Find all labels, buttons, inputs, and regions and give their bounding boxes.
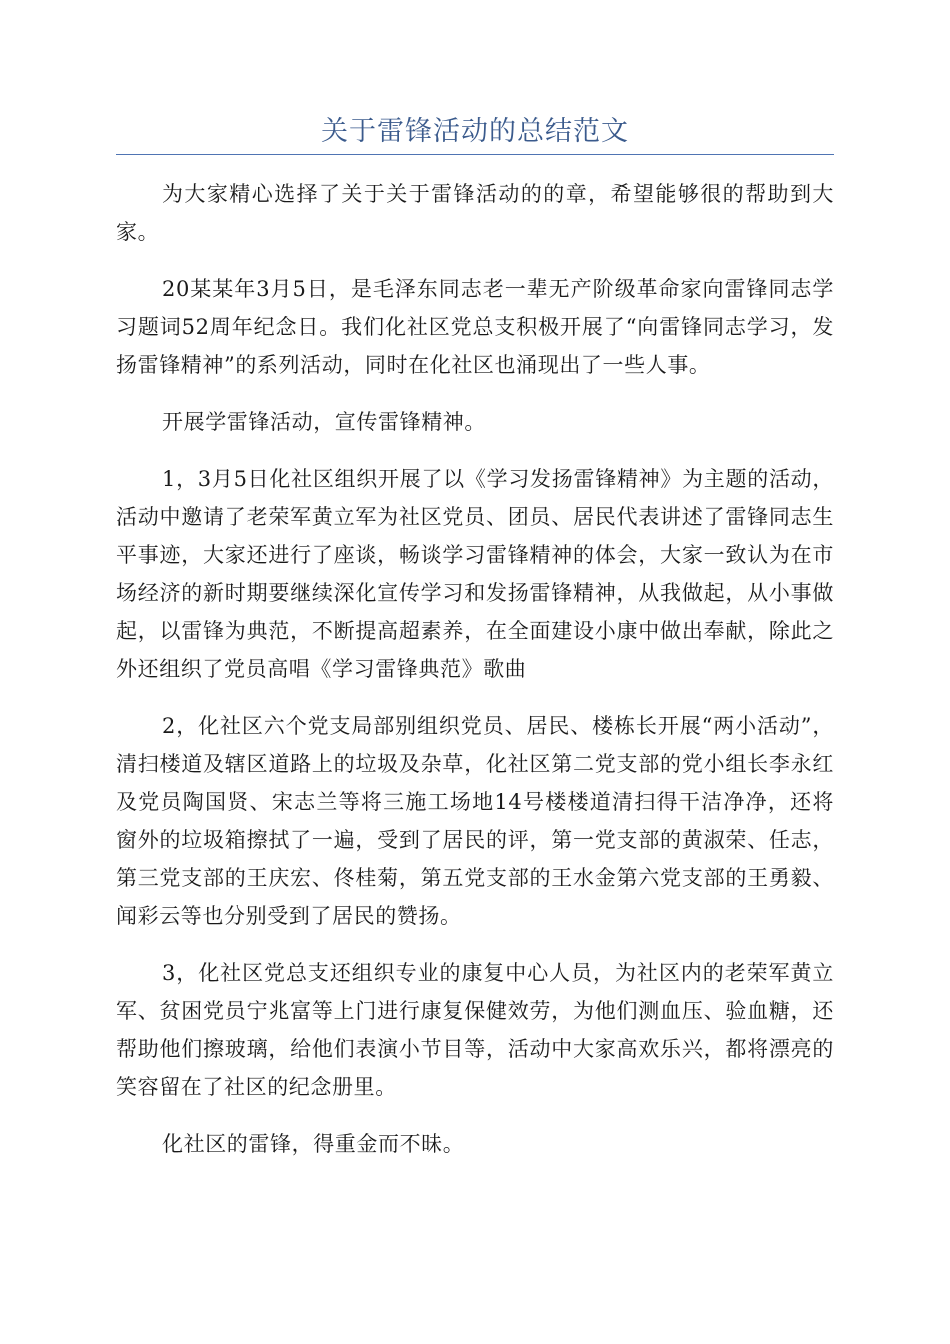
document-body — [116, 175, 834, 1182]
paragraph-item-1: 1，3月5日化社区组织开展了以《学习发扬雷锋精神》为主题的活动，活动中邀请了老荣军黄立军为社区党员、团员、居民代表讲述了雷锋同志生平事迹，大家还进行了座谈，畅谈学习雷锋精神的体会，大家一致认为在市场经济的新时期要继续深化宣传学习和发扬雷锋精神，从我做起，从小事做起，以雷锋为典范，不断提高超素养，在全面建设小康中做出奉献，除此之外还组织了党员高唱《学习雷锋典范》歌曲 — [116, 467, 834, 681]
document-title: 关于雷锋活动的总结范文 — [321, 116, 629, 147]
paragraph-background: 20某某年3月5日，是毛泽东同志老一辈无产阶级革命家向雷锋同志学习题词52周年纪念日。我们化社区党总支积极开展了“向雷锋同志学习，发扬雷锋精神”的系列活动，同时在化社区也涌现出了一些人事。 — [116, 277, 834, 377]
paragraph-item-3: 3，化社区党总支还组织专业的康复中心人员，为社区内的老荣军黄立军、贫困党员宁兆富等上门进行康复保健效劳，为他们测血压、验血糖，还帮助他们擦玻璃，给他们表演小节目等，活动中大家高欢乐兴，都将漂亮的笑容留在了社区的纪念册里。 — [116, 961, 834, 1099]
title-underline-divider — [116, 154, 834, 155]
paragraph-item-2: 2，化社区六个党支局部别组织党员、居民、楼栋长开展“两小活动”，清扫楼道及辖区道路上的垃圾及杂草，化社区第二党支部的党小组长李永红及党员陶国贤、宋志兰等将三施工场地14号楼楼道清扫得干洁净净，还将窗外的垃圾箱擦拭了一遍，受到了居民的评，第一党支部的黄淑荣、任志，第三党支部的王庆宏、佟桂菊，第五党支部的王水金第六党支部的王勇毅、闻彩云等也分别受到了居民的赞扬。 — [116, 714, 834, 928]
paragraph-intro: 为大家精心选择了关于关于雷锋活动的的章，希望能够很的帮助到大家。 — [116, 182, 834, 244]
paragraph-closing: 化社区的雷锋，得重金而不昧。 — [162, 1132, 465, 1156]
paragraph-heading-activities: 开展学雷锋活动，宣传雷锋精神。 — [162, 410, 486, 434]
